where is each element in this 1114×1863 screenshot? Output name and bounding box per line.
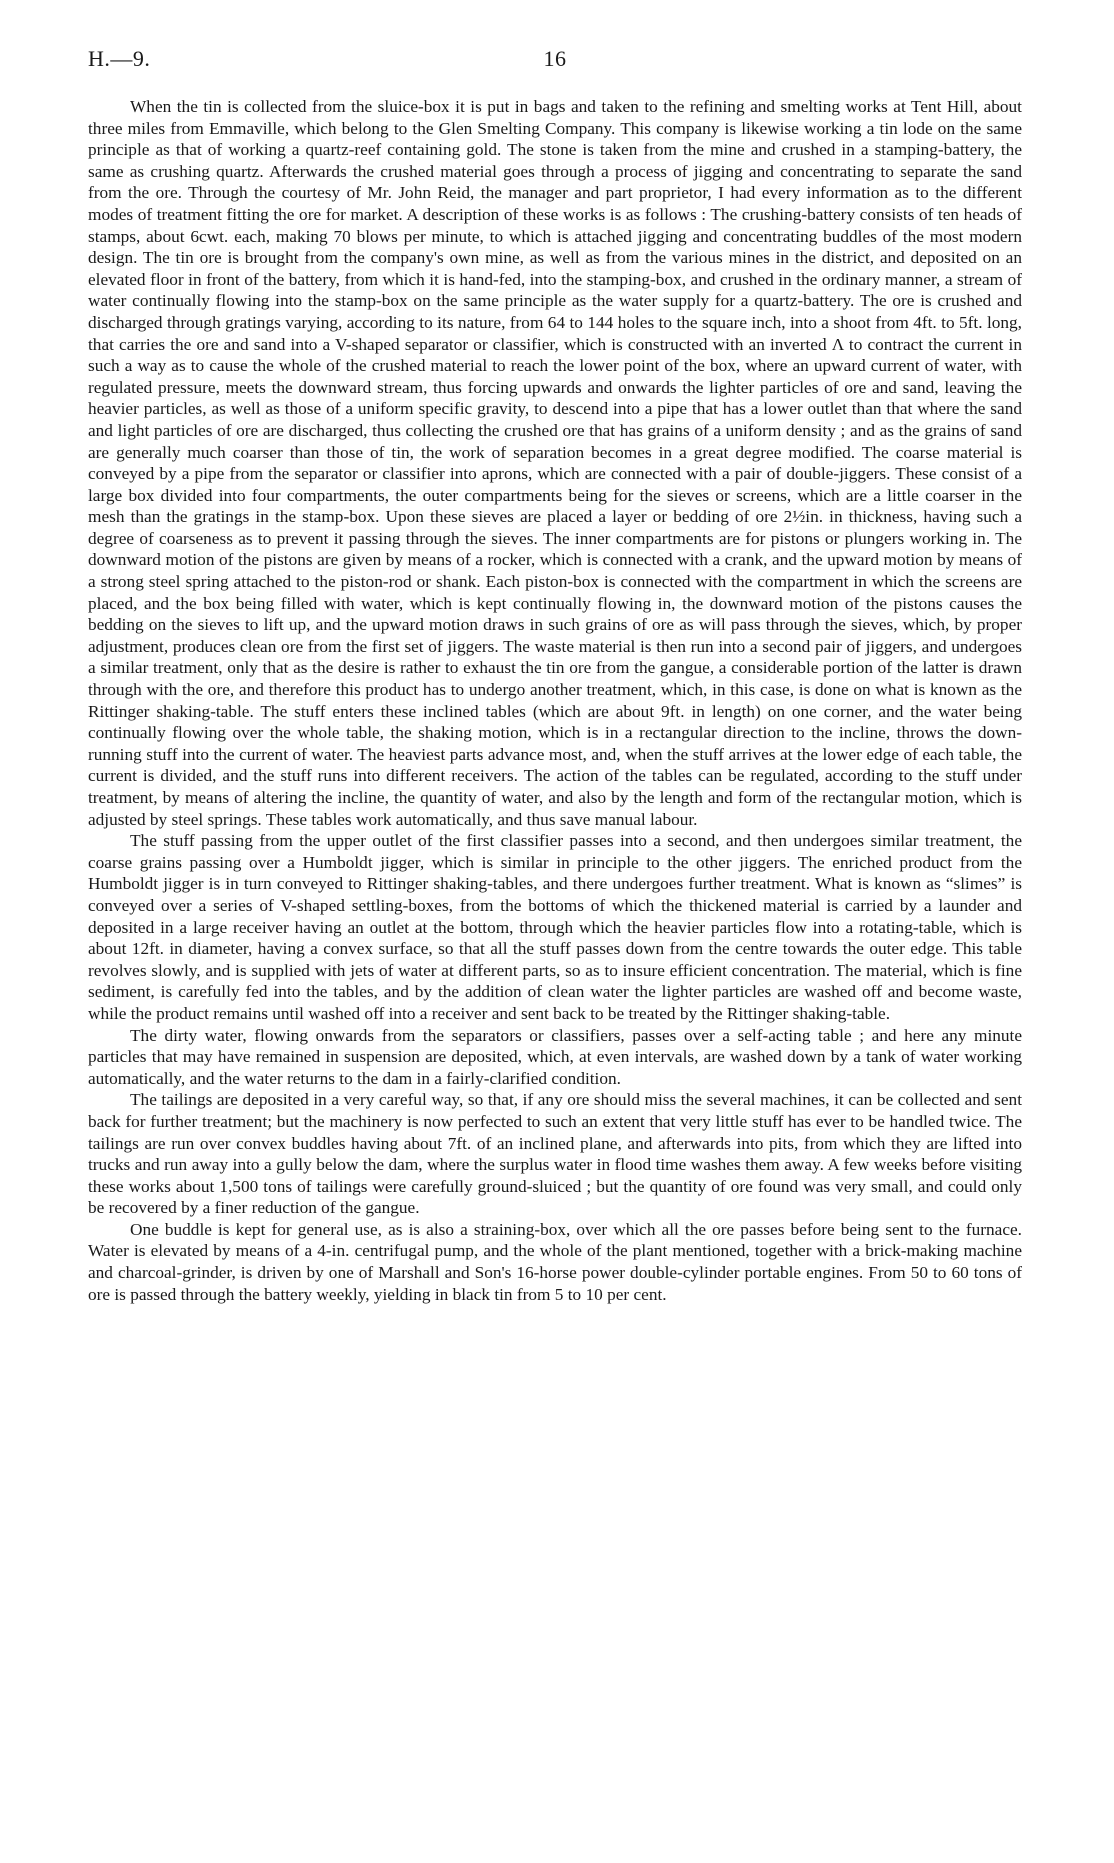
paragraph: The stuff passing from the upper outlet of the first classifier passes into a second, and then undergoes similar treatment, the coarse grains passing over a Humboldt jigger, which is similar in principle to the other jiggers. The enriched product from the Humboldt jigger is in turn conveyed to Rittinger shaking-tables, and there undergoes further treatment. What is known as “slimes” is conveyed over a series of V-shaped settling-boxes, from the bottoms of which the thickened material is carried by a launder and deposited in a large receiver having an outlet at the bottom, through which the heavier particles flow into a rotating-table, which is about 12ft. in diameter, having a convex surface, so that all the stuff passes down from the centre towards the outer edge. This table revolves slowly, and is supplied with jets of water at different parts, so as to insure efficient concentration. The material, which is fine sediment, is carefully fed into the tables, and by the addition of clean water the lighter particles are washed off and become waste, while the product remains until washed off into a receiver and sent back to be treated by the Rittinger shaking-table. bbox=[88, 831, 1022, 1023]
document-reference: H.—9. bbox=[88, 46, 151, 71]
page-number: 16 bbox=[543, 46, 567, 71]
paragraph: The dirty water, flowing onwards from the separators or classifiers, passes over a self-acting table ; and here any minute particles that may have remained in suspension are deposited, which, at even intervals, are washed down by a tank of water working automatically, and the water returns to the dam in a fairly-clarified condition. bbox=[88, 1025, 1022, 1088]
document-body bbox=[88, 96, 1022, 1305]
paragraph: The tailings are deposited in a very careful way, so that, if any ore should miss the several machines, it can be collected and sent back for further treatment; but the machinery is now perfected to such an extent that very little stuff has ever to be handled twice. The tailings are run over convex buddles having about 7ft. of an inclined plane, and afterwards into pits, from which they are lifted into trucks and run away into a gully below the dam, where the surplus water in flood time washes them away. A few weeks before visiting these works about 1,500 tons of tailings were carefully ground-sluiced ; but the quantity of ore found was very small, and could only be recovered by a finer reduction of the gangue. bbox=[88, 1090, 1022, 1218]
paragraph: When the tin is collected from the sluice-box it is put in bags and taken to the refining and smelting works at Tent Hill, about three miles from Emmaville, which belong to the Glen Smelting Company. This company is likewise working a tin lode on the same principle as that of working a quartz-reef containing gold. The stone is taken from the mine and crushed in a stamping-battery, the same as crushing quartz. Afterwards the crushed material goes through a process of jigging and concentrating to separate the sand from the ore. Through the courtesy of Mr. John Reid, the manager and part proprietor, I had every information as to the different modes of treatment fitting the ore for market. A description of these works is as follows : The crushing-battery consists of ten heads of stamps, about 6cwt. each, making 70 blows per minute, to which is attached jigging and concentrating buddles of the most modern design. The tin ore is brought from the company's own mine, as well as from the various mines in the district, and deposited on an elevated floor in front of the battery, from which it is hand-fed, into the stamping-box, and crushed in the ordinary manner, a stream of water continually flowing into the stamp-box on the same principle as the water supply for a quartz-battery. The ore is crushed and discharged through gratings varying, according to its nature, from 64 to 144 holes to the square inch, into a shoot from 4ft. to 5ft. long, that carries the ore and sand into a V-shaped separator or classifier, which is constructed with an inverted Λ to contract the current in such a way as to cause the whole of the crushed material to reach the lower point of the box, where an upward current of water, with regulated pressure, meets the downward stream, thus forcing upwards and onwards the lighter particles of ore and sand, leaving the heavier particles, as well as those of a uniform specific gravity, to descend into a pipe that has a lower outlet than that where the sand and light particles of ore are discharged, thus collecting the crushed ore that has grains of a uniform density ; and as the grains of sand are generally much coarser than those of tin, the work of separation becomes in a great degree modified. The coarse material is conveyed by a pipe from the separator or classifier into aprons, which are connected with a pair of double-jiggers. These consist of a large box divided into four compartments, the outer compartments being for the sieves or screens, which are a little coarser in the mesh than the gratings in the stamp-box. Upon these sieves are placed a layer or bedding of ore 2½in. in thickness, having such a degree of coarseness as to prevent it passing through the sieves. The inner compartments are for pistons or plungers working in. The downward motion of the pistons are given by means of a rocker, which is connected with a crank, and the upward motion by means of a strong steel spring attached to the piston-rod or shank. Each piston-box is connected with the compartment in which the screens are placed, and the box being filled with water, which is kept continually flowing in, the downward motion of the pistons causes the bedding on the sieves to lift up, and the upward motion draws in such grains of ore as will pass through the sieves, which, by proper adjustment, produces clean ore from the first set of jiggers. The waste material is then run into a second pair of jiggers, and undergoes a similar treatment, only that as the desire is rather to exhaust the tin ore from the gangue, a considerable portion of the latter is drawn through with the ore, and therefore this product has to undergo another treatment, which, in this case, is done on what is known as the Rittinger shaking-table. The stuff enters these inclined tables (which are about 9ft. in length) on one corner, and the water being continually flowing over the whole table, the shaking motion, which is in a rectangular direction to the incline, throws the down-running stuff into the current of water. The heaviest parts advance most, and, when the stuff arrives at the lower edge of each table, the current is divided, and the stuff runs into different receivers. The action of the tables can be regulated, according to the stuff under treatment, by means of altering the incline, the quantity of water, and also by the length and form of the rectangular motion, which is adjusted by steel springs. These tables work automatically, and thus save manual labour. bbox=[88, 97, 1022, 829]
page-header bbox=[88, 46, 1022, 78]
paragraph: One buddle is kept for general use, as is also a straining-box, over which all the ore passes before being sent to the furnace. Water is elevated by means of a 4-in. centrifugal pump, and the whole of the plant mentioned, together with a brick-making machine and charcoal-grinder, is driven by one of Marshall and Son's 16-horse power double-cylinder portable engines. From 50 to 60 tons of ore is passed through the battery weekly, yielding in black tin from 5 to 10 per cent. bbox=[88, 1219, 1022, 1304]
